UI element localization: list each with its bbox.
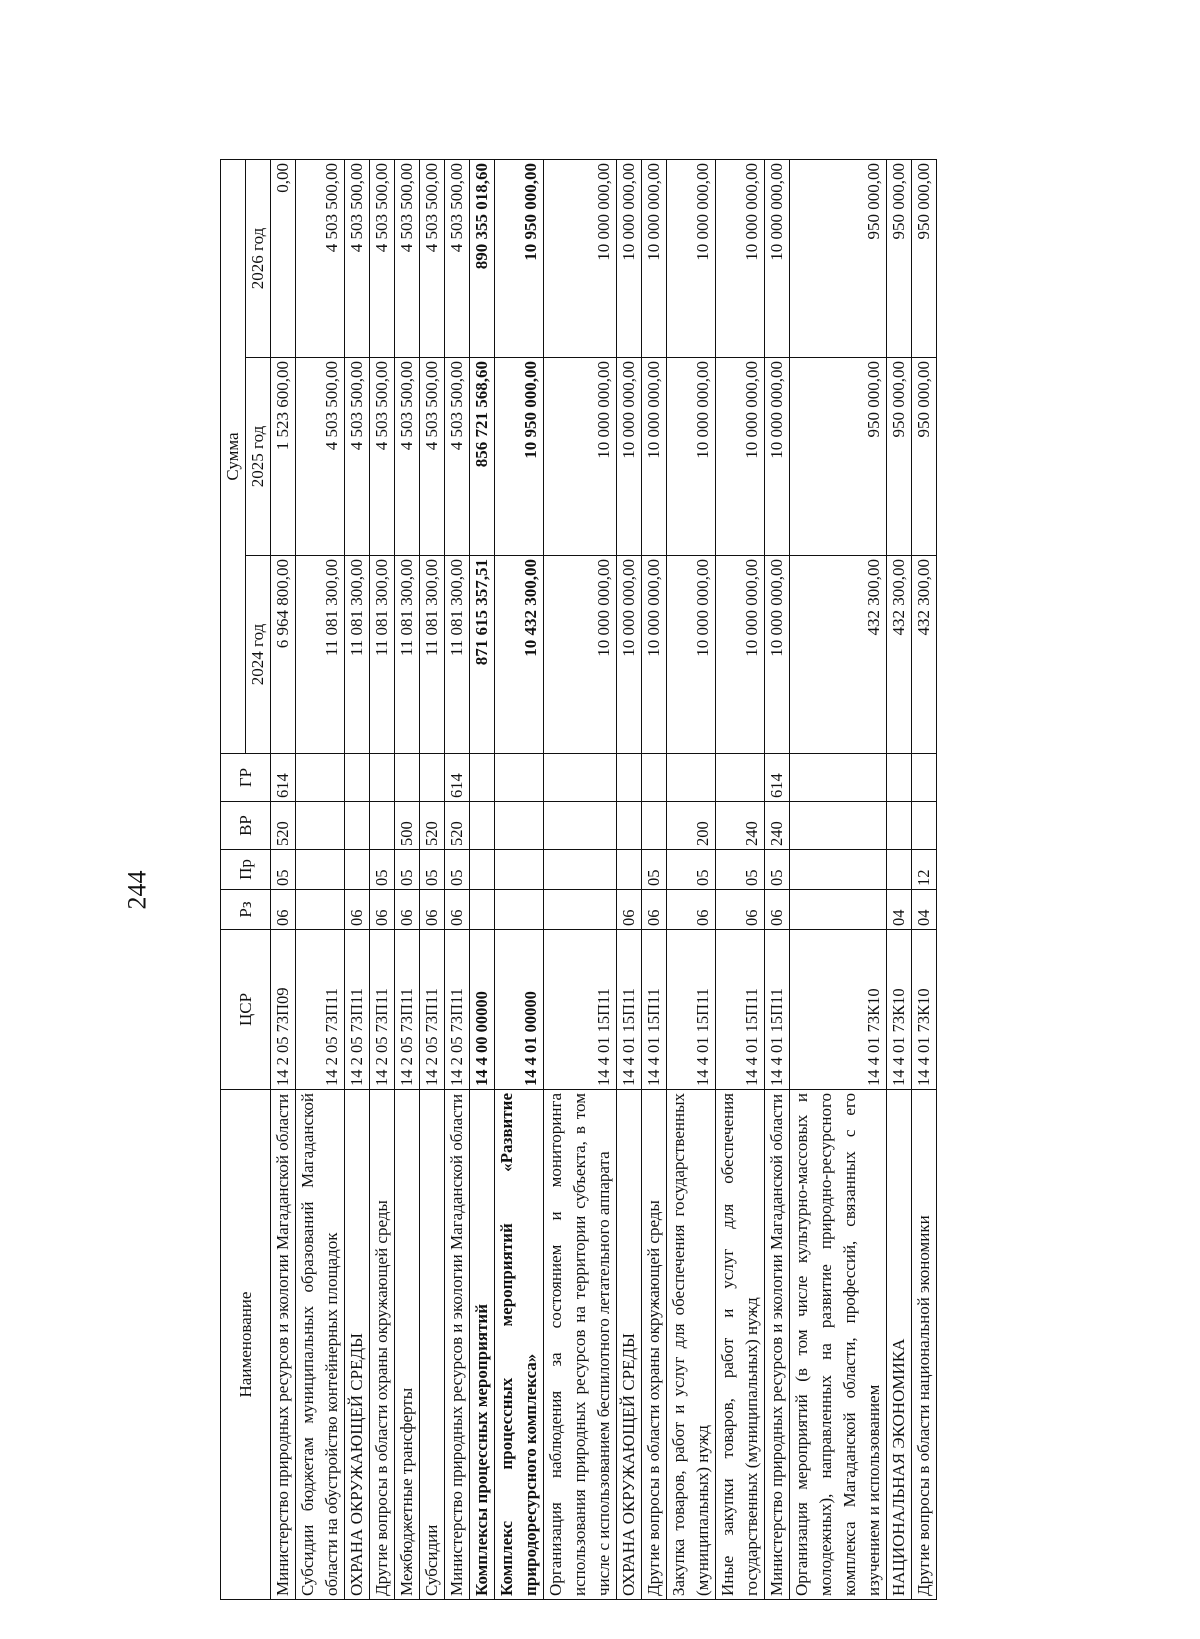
- cell-pr: 05: [271, 850, 296, 890]
- cell-pr: [544, 850, 617, 890]
- cell-pr: 12: [912, 850, 937, 890]
- cell-vr: [642, 802, 667, 850]
- cell-y2025: 950 000,00: [790, 358, 887, 556]
- cell-y2025: 4 503 500,00: [296, 358, 345, 556]
- cell-csr: 14 4 01 15П11: [667, 930, 716, 1090]
- cell-name: НАЦИОНАЛЬНАЯ ЭКОНОМИКА: [887, 1090, 912, 1600]
- cell-vr: [790, 802, 887, 850]
- cell-y2025: 10 000 000,00: [617, 358, 642, 556]
- cell-vr: [912, 802, 937, 850]
- cell-y2026: 950 000,00: [912, 159, 937, 357]
- cell-name: Министерство природных ресурсов и экологии Магаданской области: [271, 1090, 296, 1600]
- cell-gr: [790, 754, 887, 802]
- cell-csr: 14 4 01 15П11: [765, 930, 790, 1090]
- cell-gr: [617, 754, 642, 802]
- cell-csr: 14 4 01 15П11: [617, 930, 642, 1090]
- header-pr: Пр: [221, 850, 271, 890]
- cell-rz: 04: [912, 890, 937, 930]
- cell-gr: [296, 754, 345, 802]
- cell-pr: 05: [642, 850, 667, 890]
- cell-pr: [296, 850, 345, 890]
- budget-table: [220, 159, 937, 1600]
- cell-gr: [345, 754, 370, 802]
- cell-vr: [495, 802, 544, 850]
- table-row: [370, 159, 395, 1599]
- cell-pr: [345, 850, 370, 890]
- cell-rz: [790, 890, 887, 930]
- cell-csr: 14 4 01 73К10: [790, 930, 887, 1090]
- cell-name: Закупка товаров, работ и услуг для обеспечения государственных (муниципальных) нужд: [667, 1090, 716, 1600]
- table-row: [495, 159, 544, 1599]
- cell-pr: [495, 850, 544, 890]
- cell-y2024: 11 081 300,00: [370, 556, 395, 754]
- cell-y2026: 10 000 000,00: [617, 159, 642, 357]
- cell-vr: [887, 802, 912, 850]
- rotated-page: [220, 160, 1150, 1600]
- cell-y2026: 950 000,00: [887, 159, 912, 357]
- cell-y2024: 432 300,00: [887, 556, 912, 754]
- cell-y2025: 10 000 000,00: [765, 358, 790, 556]
- cell-rz: 06: [667, 890, 716, 930]
- table-row: [912, 159, 937, 1599]
- cell-y2025: 4 503 500,00: [395, 358, 420, 556]
- cell-vr: 500: [395, 802, 420, 850]
- cell-name: Межбюджетные трансферты: [395, 1090, 420, 1600]
- cell-y2025: 10 000 000,00: [716, 358, 765, 556]
- cell-name: Другие вопросы в области охраны окружающей среды: [642, 1090, 667, 1600]
- cell-rz: 06: [765, 890, 790, 930]
- cell-vr: [470, 802, 495, 850]
- cell-name: ОХРАНА ОКРУЖАЮЩЕЙ СРЕДЫ: [345, 1090, 370, 1600]
- header-name: Наименование: [221, 1090, 271, 1600]
- cell-y2024: 10 000 000,00: [667, 556, 716, 754]
- cell-rz: [470, 890, 495, 930]
- cell-y2026: 4 503 500,00: [445, 159, 470, 357]
- cell-name: Организация наблюдения за состоянием и мониторинга использования природных ресурсов на территории субъекта, в том числе с использованием беспилотного летательного аппарата: [544, 1090, 617, 1600]
- cell-gr: [887, 754, 912, 802]
- cell-pr: 05: [765, 850, 790, 890]
- cell-vr: [370, 802, 395, 850]
- cell-pr: [617, 850, 642, 890]
- cell-y2025: 10 000 000,00: [667, 358, 716, 556]
- cell-y2026: 10 000 000,00: [544, 159, 617, 357]
- cell-name: Министерство природных ресурсов и экологии Магаданской области: [765, 1090, 790, 1600]
- cell-gr: [470, 754, 495, 802]
- cell-name: Другие вопросы в области охраны окружающей среды: [370, 1090, 395, 1600]
- cell-gr: [370, 754, 395, 802]
- cell-rz: 06: [370, 890, 395, 930]
- cell-y2024: 10 432 300,00: [495, 556, 544, 754]
- cell-y2024: 10 000 000,00: [617, 556, 642, 754]
- table-row: [887, 159, 912, 1599]
- cell-vr: 240: [765, 802, 790, 850]
- cell-csr: 14 4 01 73К10: [887, 930, 912, 1090]
- cell-y2024: 6 964 800,00: [271, 556, 296, 754]
- cell-vr: [544, 802, 617, 850]
- cell-gr: 614: [271, 754, 296, 802]
- cell-pr: 05: [370, 850, 395, 890]
- cell-gr: [716, 754, 765, 802]
- table-row: [470, 159, 495, 1599]
- cell-y2025: 4 503 500,00: [445, 358, 470, 556]
- cell-name: Комплексы процессных мероприятий: [470, 1090, 495, 1600]
- cell-y2024: 10 000 000,00: [642, 556, 667, 754]
- table-row: [345, 159, 370, 1599]
- cell-vr: 200: [667, 802, 716, 850]
- cell-y2025: 10 950 000,00: [495, 358, 544, 556]
- cell-pr: [470, 850, 495, 890]
- cell-y2024: 11 081 300,00: [345, 556, 370, 754]
- cell-y2026: 4 503 500,00: [370, 159, 395, 357]
- cell-y2025: 10 000 000,00: [642, 358, 667, 556]
- cell-y2025: 950 000,00: [912, 358, 937, 556]
- cell-csr: 14 4 01 15П11: [716, 930, 765, 1090]
- cell-y2026: 10 000 000,00: [667, 159, 716, 357]
- cell-y2025: 4 503 500,00: [420, 358, 445, 556]
- cell-rz: [544, 890, 617, 930]
- table-row: [271, 159, 296, 1599]
- cell-rz: 06: [716, 890, 765, 930]
- cell-pr: 05: [716, 850, 765, 890]
- cell-pr: [887, 850, 912, 890]
- cell-name: Субсидии: [420, 1090, 445, 1600]
- cell-rz: 06: [395, 890, 420, 930]
- cell-y2025: 856 721 568,60: [470, 358, 495, 556]
- table-row: [544, 159, 617, 1599]
- cell-y2024: 10 000 000,00: [544, 556, 617, 754]
- cell-pr: 05: [667, 850, 716, 890]
- cell-y2025: 950 000,00: [887, 358, 912, 556]
- cell-gr: [667, 754, 716, 802]
- header-2026: 2026 год: [246, 159, 271, 357]
- cell-y2024: 11 081 300,00: [395, 556, 420, 754]
- table-row: [765, 159, 790, 1599]
- cell-y2026: 10 950 000,00: [495, 159, 544, 357]
- cell-y2025: 10 000 000,00: [544, 358, 617, 556]
- cell-rz: 06: [345, 890, 370, 930]
- cell-rz: 06: [617, 890, 642, 930]
- cell-csr: 14 2 05 73П11: [420, 930, 445, 1090]
- cell-gr: [642, 754, 667, 802]
- cell-vr: [345, 802, 370, 850]
- cell-rz: 06: [420, 890, 445, 930]
- cell-vr: 520: [445, 802, 470, 850]
- table-row: [395, 159, 420, 1599]
- cell-rz: 06: [271, 890, 296, 930]
- cell-name: Организация мероприятий (в том числе культурно-массовых и молодежных), направленных на развитие природно-ресурсного комплекса Магаданской области, профессий, связанных с его изучением и использованием: [790, 1090, 887, 1600]
- header-2025: 2025 год: [246, 358, 271, 556]
- cell-csr: 14 4 01 73К10: [912, 930, 937, 1090]
- cell-y2024: 10 000 000,00: [716, 556, 765, 754]
- cell-csr: 14 4 01 00000: [495, 930, 544, 1090]
- cell-y2026: 890 355 018,60: [470, 159, 495, 357]
- cell-gr: 614: [765, 754, 790, 802]
- table-row: [420, 159, 445, 1599]
- cell-pr: [790, 850, 887, 890]
- cell-y2025: 1 523 600,00: [271, 358, 296, 556]
- cell-rz: 06: [445, 890, 470, 930]
- table-row: [445, 159, 470, 1599]
- cell-vr: [617, 802, 642, 850]
- cell-gr: [912, 754, 937, 802]
- header-vr: ВР: [221, 802, 271, 850]
- table-row: [790, 159, 887, 1599]
- cell-csr: 14 4 01 15П11: [544, 930, 617, 1090]
- cell-rz: 04: [887, 890, 912, 930]
- cell-y2026: 950 000,00: [790, 159, 887, 357]
- cell-pr: 05: [395, 850, 420, 890]
- cell-rz: [296, 890, 345, 930]
- cell-csr: 14 4 01 15П11: [642, 930, 667, 1090]
- cell-csr: 14 2 05 73П11: [370, 930, 395, 1090]
- cell-y2026: 10 000 000,00: [765, 159, 790, 357]
- cell-y2024: 11 081 300,00: [445, 556, 470, 754]
- cell-name: Субсидии бюджетам муниципальных образований Магаданской области на обустройство контейнерных площадок: [296, 1090, 345, 1600]
- cell-rz: 06: [642, 890, 667, 930]
- cell-y2024: 11 081 300,00: [420, 556, 445, 754]
- cell-vr: 240: [716, 802, 765, 850]
- cell-vr: [296, 802, 345, 850]
- cell-gr: [544, 754, 617, 802]
- cell-csr: 14 2 05 73П11: [445, 930, 470, 1090]
- table-row: [667, 159, 716, 1599]
- cell-y2024: 871 615 357,51: [470, 556, 495, 754]
- table-row: [296, 159, 345, 1599]
- cell-y2025: 4 503 500,00: [370, 358, 395, 556]
- cell-gr: [420, 754, 445, 802]
- cell-gr: [495, 754, 544, 802]
- cell-y2026: 4 503 500,00: [420, 159, 445, 357]
- header-sum: Сумма: [221, 159, 246, 753]
- cell-rz: [495, 890, 544, 930]
- cell-gr: 614: [445, 754, 470, 802]
- cell-y2026: 4 503 500,00: [296, 159, 345, 357]
- cell-vr: 520: [271, 802, 296, 850]
- cell-name: Комплекс процессных мероприятий «Развитие природоресурсного комплекса»: [495, 1090, 544, 1600]
- table-row: [716, 159, 765, 1599]
- cell-y2026: 0,00: [271, 159, 296, 357]
- cell-pr: 05: [420, 850, 445, 890]
- table-row: [617, 159, 642, 1599]
- cell-name: Министерство природных ресурсов и экологии Магаданской области: [445, 1090, 470, 1600]
- cell-csr: 14 2 05 73П11: [395, 930, 420, 1090]
- cell-gr: [395, 754, 420, 802]
- cell-name: Иные закупки товаров, работ и услуг для обеспечения государственных (муниципальных) нужд: [716, 1090, 765, 1600]
- cell-y2024: 432 300,00: [790, 556, 887, 754]
- cell-y2025: 4 503 500,00: [345, 358, 370, 556]
- header-2024: 2024 год: [246, 556, 271, 754]
- cell-y2026: 4 503 500,00: [345, 159, 370, 357]
- cell-vr: 520: [420, 802, 445, 850]
- cell-pr: 05: [445, 850, 470, 890]
- cell-csr: 14 2 05 73П11: [345, 930, 370, 1090]
- header-rz: Рз: [221, 890, 271, 930]
- page-number: 244: [122, 870, 152, 910]
- table-row: [642, 159, 667, 1599]
- cell-csr: 14 4 00 00000: [470, 930, 495, 1090]
- header-gr: ГР: [221, 754, 271, 802]
- cell-y2024: 432 300,00: [912, 556, 937, 754]
- cell-csr: 14 2 05 73П09: [271, 930, 296, 1090]
- cell-y2024: 10 000 000,00: [765, 556, 790, 754]
- cell-y2024: 11 081 300,00: [296, 556, 345, 754]
- cell-csr: 14 2 05 73П11: [296, 930, 345, 1090]
- cell-y2026: 10 000 000,00: [642, 159, 667, 357]
- cell-y2026: 10 000 000,00: [716, 159, 765, 357]
- cell-name: ОХРАНА ОКРУЖАЮЩЕЙ СРЕДЫ: [617, 1090, 642, 1600]
- header-csr: ЦСР: [221, 930, 271, 1090]
- cell-y2026: 4 503 500,00: [395, 159, 420, 357]
- cell-name: Другие вопросы в области национальной экономики: [912, 1090, 937, 1600]
